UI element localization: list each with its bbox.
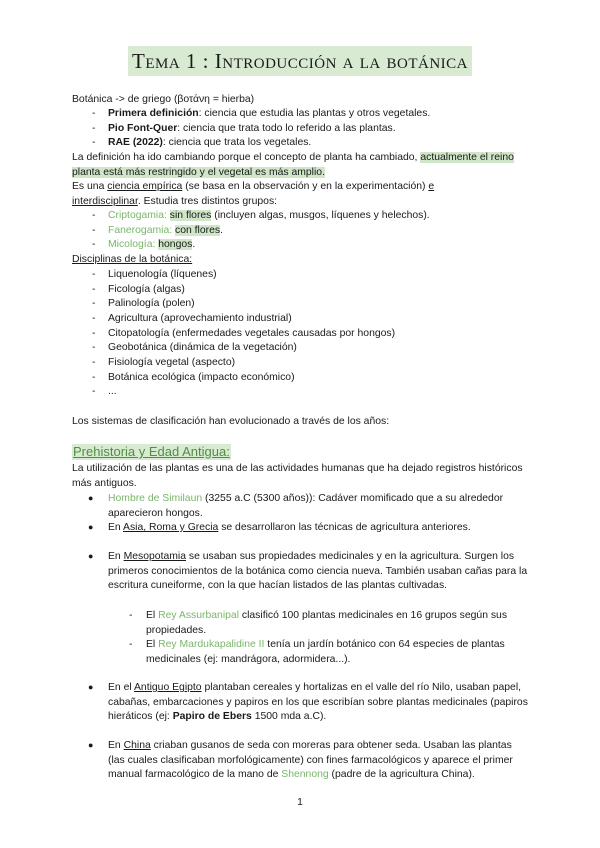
bullet-marker: ●	[88, 493, 94, 503]
dash-marker: -	[92, 123, 96, 134]
group-name: Fanerogamia:	[108, 225, 173, 236]
science-e: e	[428, 181, 435, 192]
group-name: Criptogamia:	[108, 210, 167, 221]
definition-term: Primera definición	[108, 108, 199, 119]
dash-marker: -	[92, 210, 96, 221]
bullet-marker: ●	[88, 551, 94, 561]
interdisciplinar-term: interdisciplinar	[72, 195, 138, 207]
group-highlight: con flores	[175, 225, 221, 236]
dash-marker: -	[92, 313, 96, 324]
bullet-text: (3255 a.C (5300 años)): Cadáver momificado que a su alrededor aparecieron hongos.	[108, 493, 504, 519]
definition-term: Pio Font-Quer	[108, 123, 178, 134]
discipline-text: Geobotánica (dinámica de la vegetación)	[108, 342, 297, 353]
science-paragraph	[72, 180, 542, 209]
definition-term: RAE (2022)	[108, 137, 163, 148]
dash-marker: -	[92, 108, 96, 119]
bullet-prefix: En	[108, 740, 124, 751]
systems-line: Los sistemas de clasificación han evolucionado a través de los años:	[72, 416, 390, 427]
bullet-item	[88, 681, 528, 725]
page-title: Tema 1 : Introducción a la botánica	[128, 46, 472, 76]
definition-text: : ciencia que trata todo lo referido a las plantas.	[177, 123, 396, 134]
bullet-item	[88, 521, 528, 536]
sub-text: tenía un jardín botánico con 64 especies de plantas medicinales (ej: mandrágora, adormidera...).	[146, 639, 505, 665]
discipline-text: Palinología (polen)	[108, 298, 195, 309]
title-container	[0, 46, 600, 76]
dash-marker: -	[92, 386, 96, 397]
section-heading: Prehistoria y Edad Antigua:	[73, 444, 230, 459]
person-name: Rey Assurbanipal	[158, 610, 240, 621]
bullet-prefix: En	[108, 551, 124, 562]
discipline-text: Botánica ecológica (impacto económico)	[108, 372, 295, 383]
region-name: Antiguo Egipto	[134, 682, 202, 693]
science-mid: (se basa en la observación y en la experimentación)	[182, 181, 429, 192]
discipline-text: Agricultura (aprovechamiento industrial)	[108, 313, 292, 324]
dash-marker: -	[92, 137, 96, 148]
page-number: 1	[297, 797, 303, 808]
person-name: Hombre de Similaun	[108, 493, 203, 504]
bullet-marker: ●	[88, 522, 94, 532]
dash-marker: -	[129, 610, 133, 621]
definition-text: : ciencia que trata los vegetales.	[162, 137, 312, 148]
dash-marker: -	[92, 239, 96, 250]
bullet-prefix: En	[108, 522, 124, 533]
region-name: China	[123, 740, 151, 751]
papyrus-name: Papiro de Ebers	[172, 711, 252, 723]
section-lead: La utilización de las plantas es una de las actividades humanas que ha dejado registros históricos más antiguos.	[72, 463, 523, 489]
science-tail: . Estudia tres distintos grupos:	[137, 195, 278, 207]
person-name: Rey Mardukapalidine II	[158, 639, 265, 650]
bullet-item	[88, 550, 528, 594]
dash-marker: -	[92, 372, 96, 383]
dash-marker: -	[92, 328, 96, 339]
definition-text: : ciencia que estudia las plantas y otros vegetales.	[198, 108, 431, 119]
disciplines-heading: Disciplinas de la botánica:	[72, 254, 193, 265]
region-name: Asia, Roma y Grecia	[123, 522, 219, 533]
group-text: (incluyen algas, musgos, líquenes y helechos).	[211, 210, 430, 221]
group-highlight: hongos	[158, 239, 193, 250]
group-text: .	[192, 239, 196, 250]
dash-marker: -	[92, 357, 96, 368]
group-text: .	[220, 225, 223, 236]
bullet-text: se desarrollaron las técnicas de agricultura anteriores.	[218, 522, 471, 533]
bullet-text: criaban gusanos de seda con moreras para obtener seda. Usaban las plantas (las cuales clasificaban morfológicamente) con fines farmacológicos y aparece el primer manual farmacológico de la mano de	[108, 740, 513, 781]
bullet-item	[88, 739, 528, 783]
dash-marker: -	[129, 639, 133, 650]
sub-prefix: El	[146, 639, 159, 650]
sub-text: clasificó 100 plantas medicinales en 16 grupos según sus propiedades.	[146, 610, 508, 636]
discipline-text: Citopatología (enfermedades vegetales causadas por hongos)	[108, 328, 396, 339]
sub-prefix: El	[146, 610, 159, 621]
bullet-text: plantaban cereales y hortalizas en el valle del río Nilo, usaban papel, cabañas, embarcaciones y papiros en los que escribían sobre plantas medicinales (papiros hieráticos (ej:	[108, 682, 528, 723]
discipline-text: Fisiología vegetal (aspecto)	[108, 357, 236, 368]
dash-marker: -	[92, 269, 96, 280]
discipline-text: Ficología (algas)	[108, 284, 185, 295]
definition-change-paragraph	[72, 151, 542, 180]
discipline-text: Liquenología (líquenes)	[108, 269, 217, 280]
dash-marker: -	[92, 225, 96, 236]
etymology-line: Botánica -> de griego (βοτάνη = hierba)	[72, 94, 255, 105]
bullet-tail: 1500 mda a.C).	[251, 711, 327, 723]
dash-marker: -	[92, 298, 96, 309]
dash-marker: -	[92, 284, 96, 295]
dash-marker: -	[92, 342, 96, 353]
bullet-text: se usaban sus propiedades medicinales y en la agricultura. Surgen los primeros conocimientos de la botánica como ciencia nueva. También usaban cañas para la escritura cuneiforme, con la que hacían listados de las plantas cultivadas.	[108, 551, 528, 592]
bullet-marker: ●	[88, 740, 94, 750]
science-prefix: Es una	[72, 181, 108, 192]
bullet-tail: (padre de la agricultura China).	[328, 769, 475, 781]
ciencia-empirica-term: ciencia empírica	[107, 181, 183, 192]
discipline-text: ...	[108, 386, 117, 397]
bullet-item	[88, 492, 528, 521]
bullet-prefix: En el	[108, 682, 134, 693]
bullet-marker: ●	[88, 682, 94, 692]
region-name: Mesopotamia	[123, 551, 186, 562]
person-name: Shennong	[281, 769, 329, 781]
group-name: Micología:	[108, 239, 156, 250]
change-text: La definición ha ido cambiando porque el concepto de planta ha cambiado,	[72, 152, 421, 163]
group-highlight: sin flores	[169, 210, 212, 221]
change-highlight: actualmente el reino planta está más restringido y el vegetal es más amplio.	[72, 152, 514, 178]
